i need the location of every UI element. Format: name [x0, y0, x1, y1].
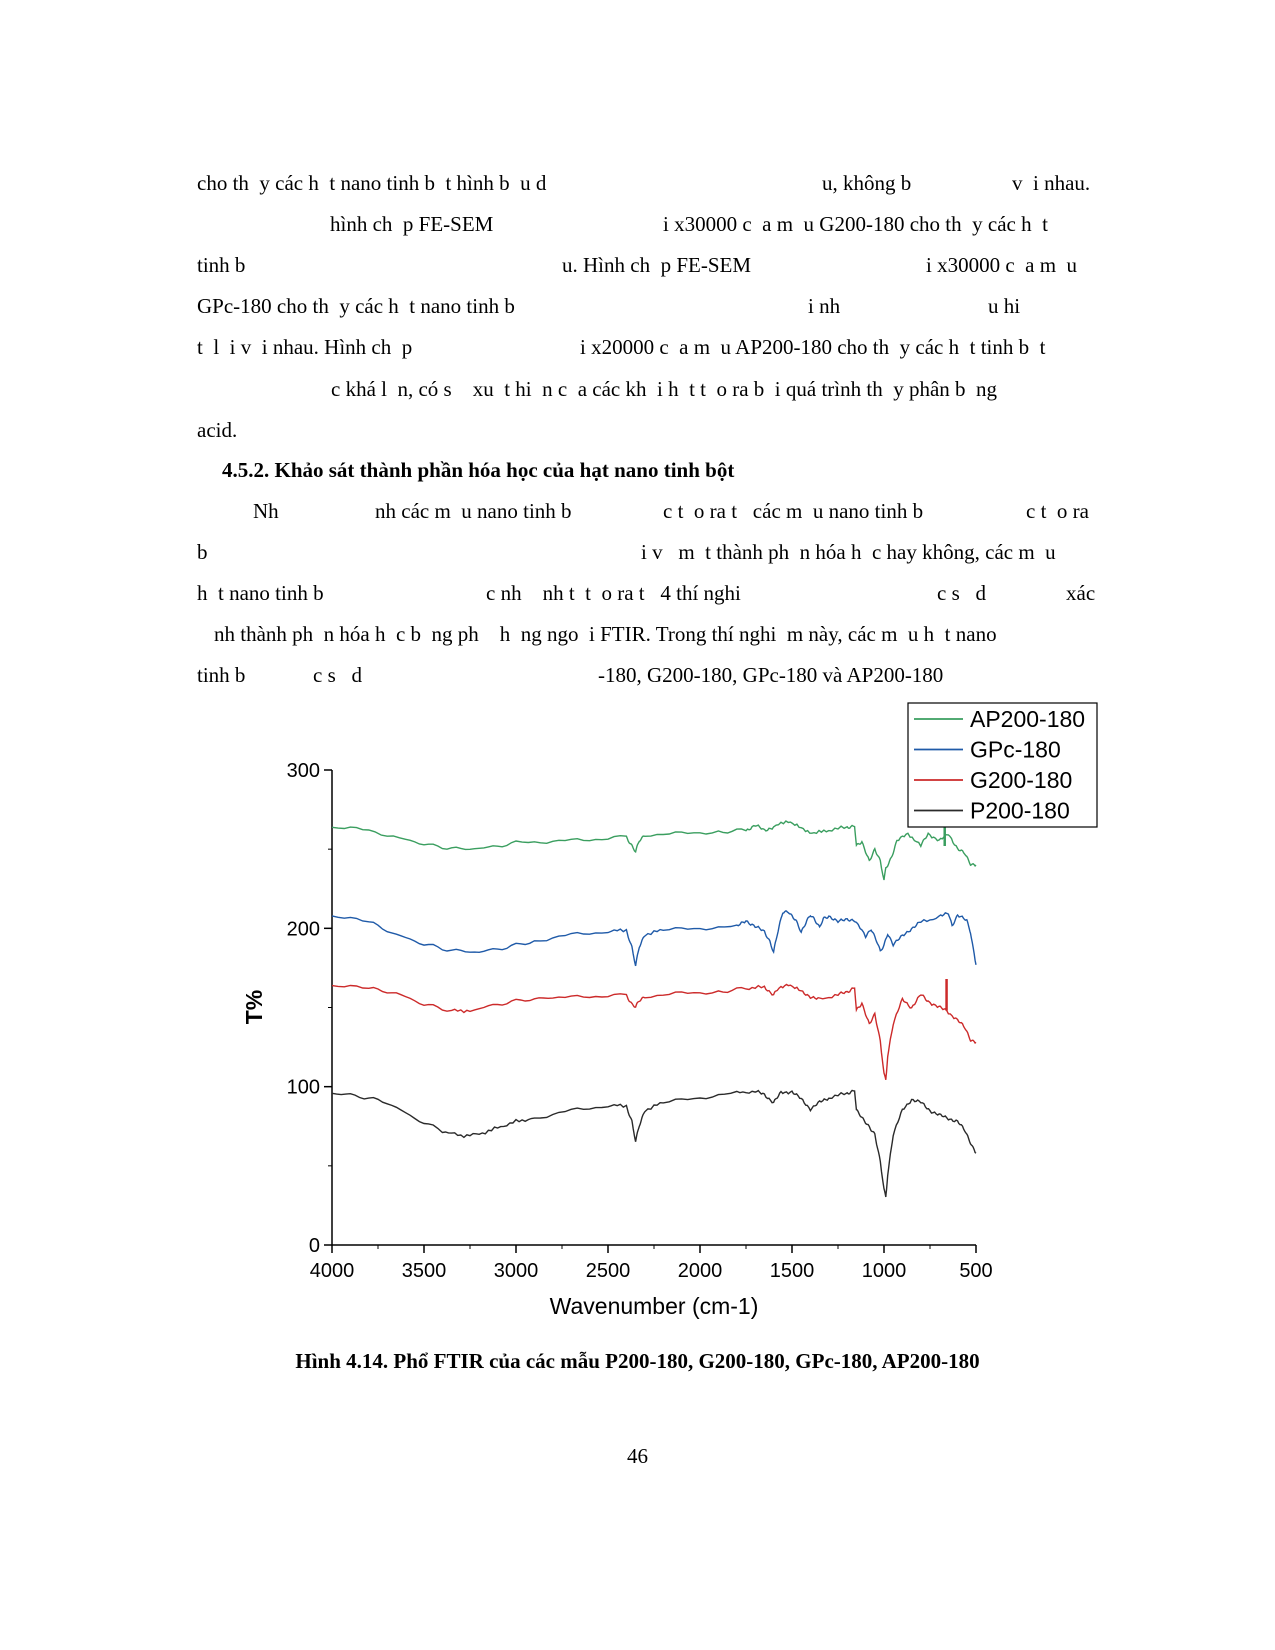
- p2-line: c nh nh t t o ra t 4 thí nghi: [486, 581, 741, 605]
- legend-label: G200-180: [970, 767, 1073, 793]
- chart-series-layer: [332, 821, 976, 1197]
- x-tick-label: 1000: [861, 1260, 907, 1282]
- p2-line: tinh b: [197, 663, 246, 687]
- x-tick-label: 1500: [769, 1260, 815, 1282]
- p1-line: tinh b: [197, 253, 246, 277]
- legend-label: AP200-180: [970, 706, 1086, 732]
- y-tick-label: 0: [308, 1235, 320, 1257]
- series-line-P200-180: [332, 1090, 976, 1197]
- p2-line: b: [197, 540, 208, 564]
- x-tick-label: 500: [959, 1260, 993, 1282]
- p1-line: i nh: [808, 294, 841, 318]
- legend-label: P200-180: [970, 797, 1070, 824]
- p2-line: c s d: [313, 663, 362, 687]
- figure-caption: Hình 4.14. Phổ FTIR của các mẫu P200-180, G200-180, GPc-180, AP200-180: [295, 1349, 980, 1373]
- x-tick-label: 3500: [401, 1260, 447, 1282]
- p2-line: c t o ra: [1026, 499, 1089, 523]
- p1-line: u, không b: [822, 171, 912, 195]
- legend-label: GPc-180: [970, 736, 1061, 763]
- p1-line: c khá l n, có s xu t hi n c a các kh i h t t o ra b i quá trình th y phân b ng: [331, 377, 998, 401]
- p1-line: i x30000 c a m u: [926, 253, 1078, 277]
- p1-line: i x20000 c a m u AP200-180 cho th y các h t tinh b t: [580, 335, 1046, 359]
- p2-line: xác: [1066, 581, 1096, 605]
- p1-line: i x30000 c a m u G200-180 cho th y các h t: [663, 212, 1048, 236]
- series-line-AP200-180: [332, 821, 976, 880]
- section-heading: 4.5.2. Khảo sát thành phần hóa học của hạt nano tinh bột: [222, 458, 735, 482]
- chart-legend: [908, 703, 1097, 827]
- page-number: 46: [627, 1444, 648, 1468]
- p2-line: Nh: [253, 499, 279, 523]
- y-axis-title: T%: [241, 989, 267, 1025]
- p1-line: acid.: [197, 418, 238, 442]
- p2-line: i v m t thành ph n hóa h c hay không, các m u: [641, 540, 1056, 564]
- y-tick-label: 200: [286, 918, 320, 941]
- p2-line: -180, G200-180, GPc-180 và AP200-180: [598, 663, 944, 687]
- series-line-GPc-180: [332, 911, 976, 966]
- p1-line: GPc-180 cho th y các h t nano tinh b: [197, 294, 515, 318]
- p2-line: c t o ra t các m u nano tinh b: [663, 499, 924, 523]
- x-axis-title: Wavenumber (cm-1): [549, 1293, 759, 1319]
- x-tick-label: 4000: [309, 1260, 355, 1282]
- p1-line: u hi: [988, 294, 1021, 318]
- y-tick-label: 100: [286, 1076, 320, 1099]
- x-tick-label: 3000: [493, 1260, 539, 1282]
- p1-line: hình ch p FE-SEM: [330, 212, 494, 236]
- p2-line: nh các m u nano tinh b: [375, 499, 572, 523]
- p2-line: c s d: [937, 581, 986, 605]
- x-tick-label: 2000: [677, 1260, 723, 1282]
- p1-line: u. Hình ch p FE-SEM: [562, 253, 751, 277]
- p1-line: v i nhau.: [1012, 171, 1091, 195]
- p1-line: t l i v i nhau. Hình ch p: [197, 335, 413, 359]
- p2-line: nh thành ph n hóa h c b ng ph h ng ngo i FTIR. Trong thí nghi m này, các m u h t nano: [214, 622, 997, 646]
- y-tick-label: 300: [286, 760, 320, 782]
- p2-line: h t nano tinh b: [197, 581, 324, 605]
- p1-line: cho th y các h t nano tinh b t hình b u d: [197, 171, 547, 195]
- series-line-G200-180: [332, 985, 976, 1080]
- x-tick-label: 2500: [585, 1260, 631, 1282]
